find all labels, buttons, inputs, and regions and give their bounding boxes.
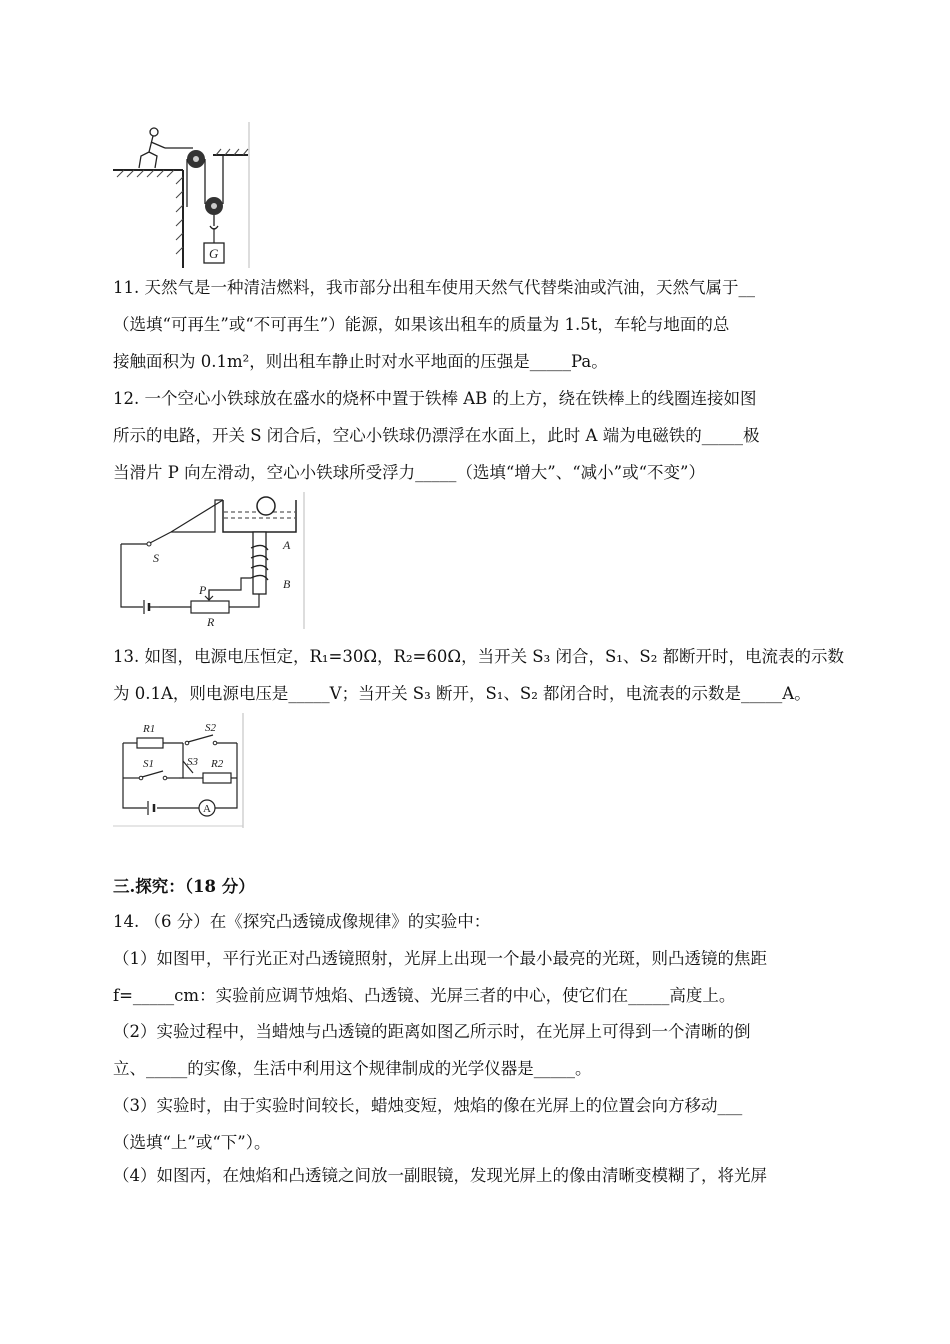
rheostat-r-label: R — [207, 615, 215, 629]
s3-label: S3 — [187, 756, 198, 768]
q14-line-8: （4）如图丙，在烛焰和凸透镜之间放一副眼镜，发现光屏上的像由清晰变模糊了，将光屏 — [113, 1166, 767, 1185]
s2-label: S2 — [205, 722, 216, 734]
r1-label: R1 — [143, 723, 156, 735]
electromagnet-figure — [113, 492, 306, 629]
coil-end-a-label: A — [283, 538, 291, 552]
q13-line-1: 13. 如图，电源电压恒定，R₁=30Ω，R₂=60Ω，当开关 S₃ 闭合，S₁、S₂ 都断开时，电流表的示数 — [113, 647, 845, 666]
q14-line-2: （1）如图甲，平行光正对凸透镜照射，光屏上出现一个最小最亮的光斑，则凸透镜的焦距 — [113, 949, 767, 968]
pulley-figure — [113, 122, 251, 268]
r2-label: R2 — [211, 758, 224, 770]
switch-s-label: S — [153, 551, 159, 565]
q14-line-7: （选填“上”或“下”）。 — [113, 1133, 271, 1152]
circuit-figure — [113, 713, 245, 828]
coil-end-b-label: B — [283, 577, 291, 591]
q14-line-6: （3）实验时，由于实验时间较长，蜡烛变短，烛焰的像在光屏上的位置会向方移动___ — [113, 1096, 743, 1115]
q12-line-2: 所示的电路，开关 S 闭合后，空心小铁球仍漂浮在水面上，此时 A 端为电磁铁的_____极 — [113, 426, 760, 445]
slider-p-label: P — [199, 583, 207, 597]
section-3-title: 三.探究：（18 分） — [113, 877, 255, 896]
q12-line-3: 当滑片 P 向左滑动，空心小铁球所受浮力_____（选填“增大”、“减小”或“不变”） — [113, 463, 705, 482]
q14-line-1: 14. （6 分）在《探究凸透镜成像规律》的实验中： — [113, 912, 491, 931]
q14-line-3: f=_____cm：实验前应调节烛焰、凸透镜、光屏三者的中心，使它们在_____高度上。 — [113, 986, 736, 1005]
s1-label: S1 — [143, 758, 154, 770]
q14-line-4: （2）实验过程中，当蜡烛与凸透镜的距离如图乙所示时，在光屏上可得到一个清晰的倒 — [113, 1022, 751, 1041]
q13-line-2: 为 0.1A，则电源电压是_____V；当开关 S₃ 断开，S₁、S₂ 都闭合时，电流表的示数是_____A。 — [113, 684, 811, 703]
ammeter-label: A — [203, 803, 211, 815]
q11-line-2: （选填“可再生”或“不可再生”）能源，如果该出租车的质量为 1.5t，车轮与地面的总 — [113, 315, 730, 334]
q11-line-3: 接触面积为 0.1m²，则出租车静止时对水平地面的压强是_____Pa。 — [113, 352, 608, 371]
q14-line-5: 立、_____的实像，生活中利用这个规律制成的光学仪器是_____。 — [113, 1059, 592, 1078]
q11-line-1: 11. 天然气是一种清洁燃料，我市部分出租车使用天然气代替柴油或汽油，天然气属于__ — [113, 278, 755, 297]
pulley-weight-label: G — [209, 246, 219, 261]
q12-line-1: 12. 一个空心小铁球放在盛水的烧杯中置于铁棒 AB 的上方，绕在铁棒上的线圈连接如图 — [113, 389, 757, 408]
